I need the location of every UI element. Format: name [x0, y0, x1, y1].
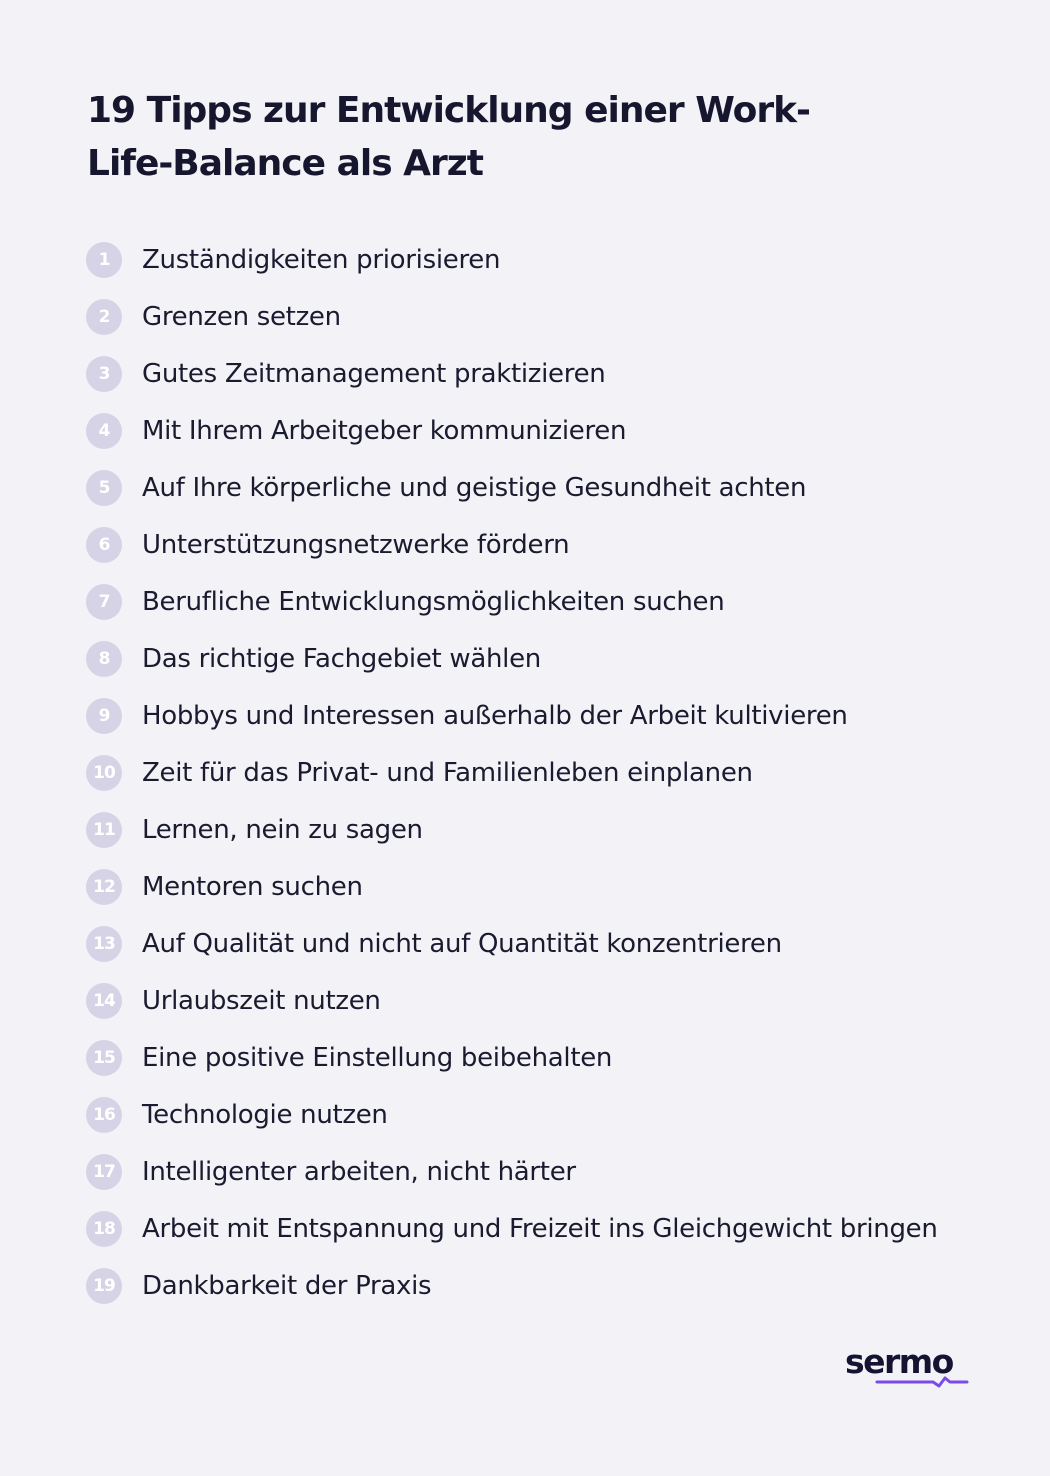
- tip-label: Auf Ihre körperliche und geistige Gesundheit achten: [142, 472, 807, 503]
- tip-number-badge: 12: [86, 869, 122, 905]
- tip-number-badge: 5: [86, 470, 122, 506]
- sermo-logo: [845, 1342, 970, 1394]
- list-item: [86, 1200, 938, 1257]
- tip-number-badge: 15: [86, 1040, 122, 1076]
- list-item: [86, 231, 938, 288]
- list-item: [86, 1029, 938, 1086]
- tip-number-badge: 9: [86, 698, 122, 734]
- list-item: [86, 1257, 938, 1314]
- list-item: [86, 459, 938, 516]
- tip-label: Berufliche Entwicklungsmöglichkeiten suchen: [142, 586, 725, 617]
- tip-label: Das richtige Fachgebiet wählen: [142, 643, 541, 674]
- list-item: [86, 858, 938, 915]
- tip-number-badge: 6: [86, 527, 122, 563]
- tip-label: Technologie nutzen: [142, 1099, 388, 1130]
- logo-wordmark: sermo: [845, 1342, 953, 1381]
- tip-number-badge: 7: [86, 584, 122, 620]
- tip-label: Zuständigkeiten priorisieren: [142, 244, 501, 275]
- tip-label: Arbeit mit Entspannung und Freizeit ins Gleichgewicht bringen: [142, 1213, 938, 1244]
- tip-number-badge: 3: [86, 356, 122, 392]
- list-item: [86, 1143, 938, 1200]
- tip-label: Mentoren suchen: [142, 871, 363, 902]
- tip-label: Auf Qualität und nicht auf Quantität konzentrieren: [142, 928, 782, 959]
- list-item: [86, 402, 938, 459]
- tip-label: Zeit für das Privat- und Familienleben einplanen: [142, 757, 753, 788]
- tip-number-badge: 13: [86, 926, 122, 962]
- tip-label: Gutes Zeitmanagement praktizieren: [142, 358, 606, 389]
- heartbeat-line: [877, 1378, 967, 1386]
- tip-label: Hobbys und Interessen außerhalb der Arbeit kultivieren: [142, 700, 848, 731]
- tips-list: [86, 231, 938, 1314]
- tip-number-badge: 11: [86, 812, 122, 848]
- list-item: [86, 345, 938, 402]
- list-item: [86, 516, 938, 573]
- list-item: [86, 744, 938, 801]
- tip-number-badge: 18: [86, 1211, 122, 1247]
- heartbeat-underline-icon: [875, 1376, 969, 1388]
- list-item: [86, 630, 938, 687]
- list-item: [86, 687, 938, 744]
- tip-number-badge: 2: [86, 299, 122, 335]
- tip-label: Mit Ihrem Arbeitgeber kommunizieren: [142, 415, 627, 446]
- tip-label: Urlaubszeit nutzen: [142, 985, 381, 1016]
- tip-number-badge: 14: [86, 983, 122, 1019]
- tip-number-badge: 1: [86, 242, 122, 278]
- tip-label: Grenzen setzen: [142, 301, 341, 332]
- tip-number-badge: 17: [86, 1154, 122, 1190]
- tip-number-badge: 19: [86, 1268, 122, 1304]
- list-item: [86, 915, 938, 972]
- tip-number-badge: 8: [86, 641, 122, 677]
- list-item: [86, 1086, 938, 1143]
- list-item: [86, 972, 938, 1029]
- list-item: [86, 288, 938, 345]
- tip-number-badge: 4: [86, 413, 122, 449]
- tip-label: Unterstützungsnetzwerke fördern: [142, 529, 570, 560]
- tip-label: Lernen, nein zu sagen: [142, 814, 423, 845]
- tip-label: Eine positive Einstellung beibehalten: [142, 1042, 613, 1073]
- tip-label: Intelligenter arbeiten, nicht härter: [142, 1156, 576, 1187]
- tip-label: Dankbarkeit der Praxis: [142, 1270, 432, 1301]
- page-title: 19 Tipps zur Entwicklung einer Work-Life-Balance als Arzt: [87, 90, 810, 184]
- list-item: [86, 573, 938, 630]
- tip-number-badge: 10: [86, 755, 122, 791]
- tip-number-badge: 16: [86, 1097, 122, 1133]
- list-item: [86, 801, 938, 858]
